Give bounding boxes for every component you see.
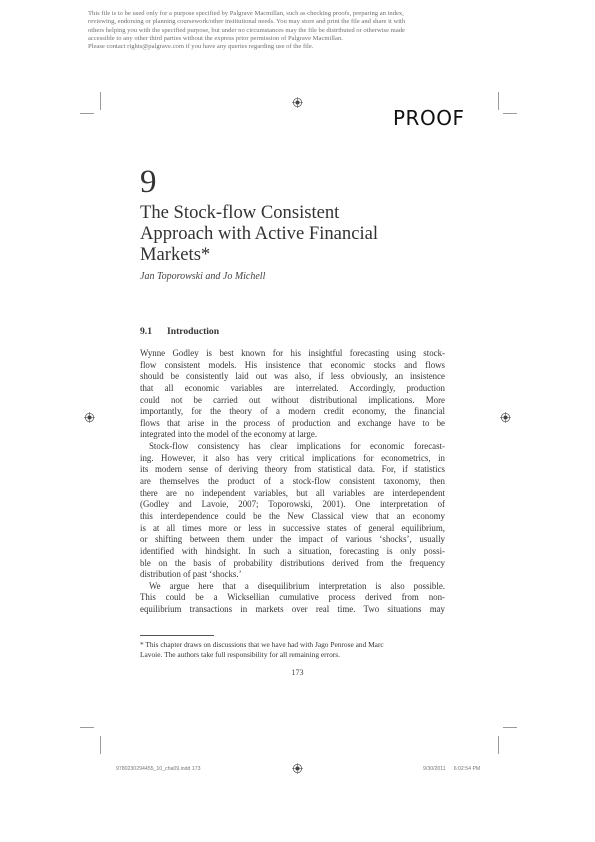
crop-mark: [100, 92, 101, 110]
section-heading: [140, 326, 219, 337]
proof-stamp: PROOF: [393, 106, 465, 130]
notice-line: This file is to be used only for a purpose specified by Palgrave Macmillan, such as checking proofs, preparing an index,: [88, 10, 404, 17]
body-line: flows that arise in the process of production and exchange have to be: [140, 417, 445, 428]
body-line: integrated into the model of the economy at large.: [140, 429, 318, 440]
chapter-title-line: The Stock-flow Consistent: [140, 202, 340, 223]
body-line: This could be a Wicksellian cumulative process derived from non-: [140, 592, 445, 603]
body-line: this interdependence could be the New Classical view that an economy: [140, 510, 445, 521]
notice-line: accessible to any other third parties without the express prior permission of Palgrave Macmillan.: [88, 34, 343, 42]
body-line: could not be carried out without distributional implications. More: [140, 394, 445, 405]
footnote-line: Lavoie. The authors take full responsibility for all remaining errors.: [140, 650, 340, 659]
body-line: are themselves the product of a stock-flow consistent taxonomy, then: [140, 476, 445, 487]
body-line: Stock-flow consistency has clear implications for economic forecast-: [149, 441, 445, 452]
footnote-rule: [140, 635, 214, 636]
body-line: Wynne Godley is best known for his insightful forecasting using stock-: [140, 348, 445, 358]
crop-mark: [80, 113, 94, 114]
crop-mark: [498, 736, 499, 754]
registration-mark-icon: [84, 412, 95, 423]
body-line: its modern sense of deriving theory from statistical data. For, if statistics: [140, 464, 445, 475]
slug-time: 6:02:54 PM: [453, 766, 481, 772]
registration-mark-icon: [292, 763, 303, 774]
permission-notice: [88, 10, 493, 51]
body-line: importantly, for the theory of a modern credit economy, the financial: [140, 406, 445, 417]
body-line: should be consistently laid out was also, if less obviously, an insistence: [140, 371, 445, 382]
notice-line: others helping you with the specified purpose, but under no circumstances may the file be distributed or otherwise made: [88, 26, 405, 34]
body-line: ble on the basis of probability distributions derived from the frequency: [140, 557, 445, 568]
notice-line: Please contact rights@palgrave.com if you have any queries regarding use of the file.: [88, 43, 314, 51]
body-line: We argue here that a disequilibrium interpretation is also possible.: [149, 580, 445, 591]
body-line: (Godley and Lavoie, 2007; Toporowski, 2001). One interpretation of: [140, 499, 445, 510]
body-line: that all economic variables are interrelated. Accordingly, production: [140, 382, 445, 393]
chapter-title: [140, 202, 460, 265]
footnote: [140, 640, 445, 660]
crop-mark: [503, 727, 517, 728]
body-line: flow consistent models. His insistence that economic stocks and flows: [140, 359, 445, 370]
body-line: identified with hindsight. In such a situation, forecasting is only possi-: [140, 545, 445, 556]
body-line: there are no independent variables, but all variables are interdependent: [140, 487, 445, 498]
body-line: distribution of past ‘shocks.’: [140, 569, 242, 580]
registration-mark-icon: [292, 97, 303, 108]
crop-mark: [80, 727, 94, 728]
slug-date: 9/30/2011: [423, 766, 446, 772]
crop-mark: [100, 736, 101, 754]
chapter-number: 9: [140, 164, 157, 200]
crop-mark: [503, 113, 517, 114]
slug-timestamp: [423, 766, 480, 772]
body-text: [140, 348, 445, 616]
crop-mark: [498, 92, 499, 110]
body-line: is at all times more or less in successive states of general equilibrium,: [140, 522, 445, 533]
registration-mark-icon: [500, 412, 511, 423]
body-line: or shifting between them under the impact of various ‘shocks’, usually: [140, 534, 445, 545]
body-line: equilibrium transactions in markets over real time. Two situations may: [140, 604, 445, 615]
section-number: 9.1: [140, 326, 152, 337]
chapter-authors: Jan Toporowski and Jo Michell: [140, 271, 266, 282]
chapter-title-line: Markets*: [140, 244, 211, 265]
section-title: Introduction: [167, 326, 220, 337]
notice-line: reviewing, endorsing or planning coursework/other institutional needs. You may store and print the file and share it with: [88, 18, 406, 26]
chapter-title-line: Approach with Active Financial: [140, 223, 379, 244]
page-number: 173: [291, 668, 304, 677]
footnote-line: * This chapter draws on discussions that we have had with Jago Penrose and Marc: [140, 640, 384, 649]
slug-filename: 9780230294455_10_cha09.indd 173: [116, 766, 201, 772]
body-line: ing. However, it also has very critical implications for econometrics, in: [140, 452, 445, 463]
